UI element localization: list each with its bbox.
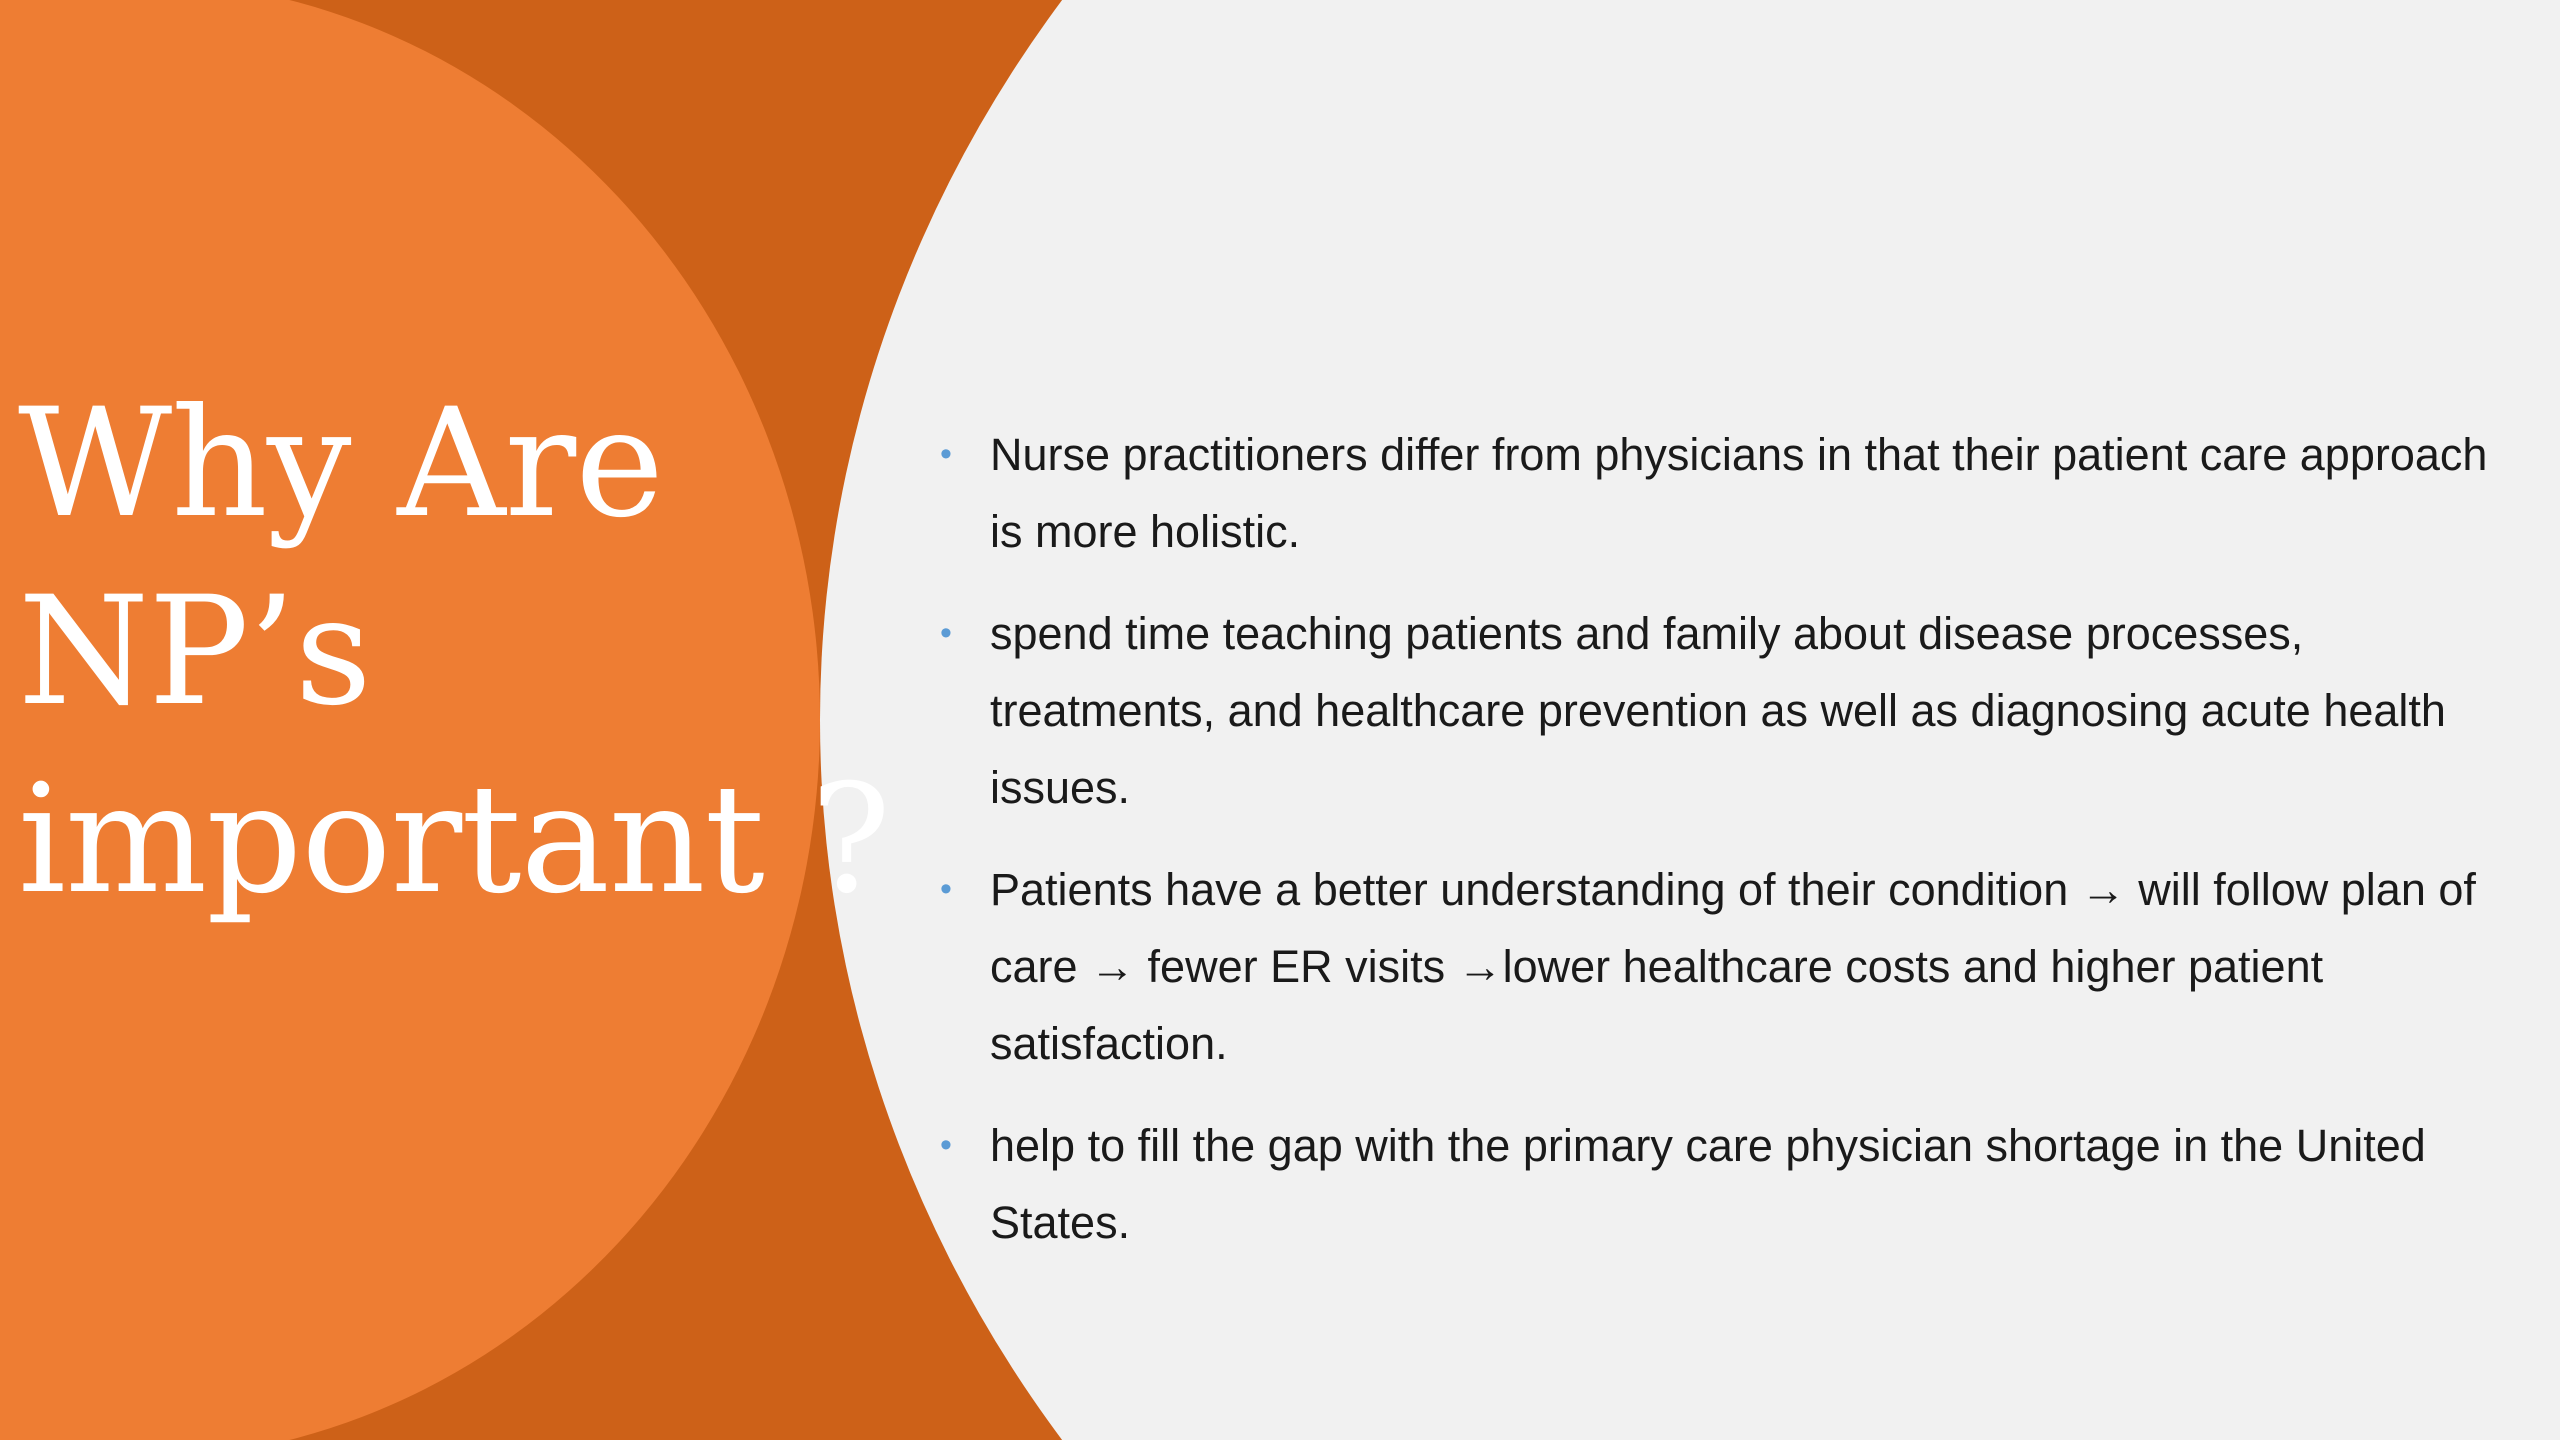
bullet-dot-icon: • xyxy=(940,435,952,473)
bullet-text: help to fill the gap with the primary care physician shortage in the United States. xyxy=(990,1120,2426,1248)
title-line-1: Why Are xyxy=(18,377,664,551)
bullet-dot-icon: • xyxy=(940,1126,952,1164)
slide-title xyxy=(18,370,890,934)
bullet-dot-icon: • xyxy=(940,614,952,652)
bullet-item xyxy=(940,416,2520,570)
bullet-text: spend time teaching patients and family about disease processes, treatments, and healthcare prevention as well as diagnosing acute health issues. xyxy=(990,608,2446,813)
bullet-item xyxy=(940,595,2520,826)
bullet-dot-icon: • xyxy=(940,870,952,908)
title-line-3: important ? xyxy=(18,753,890,927)
bullet-list xyxy=(940,416,2520,1286)
bullet-item xyxy=(940,1107,2520,1261)
bullet-text: Patients have a better understanding of their condition → will follow plan of care → fewer ER visits →lower healthcare costs and higher patient satisfaction. xyxy=(990,864,2476,1069)
title-line-2: NP’s xyxy=(18,565,371,739)
bullet-text: Nurse practitioners differ from physicians in that their patient care approach is more holistic. xyxy=(990,429,2488,557)
bullet-item xyxy=(940,851,2520,1082)
